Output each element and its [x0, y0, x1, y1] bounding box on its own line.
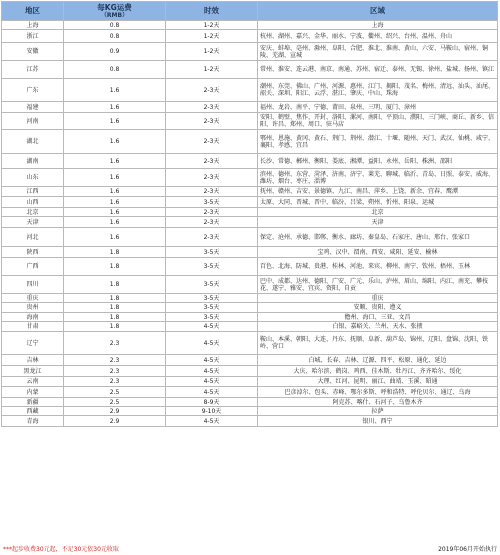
cell-area: 山西: [2, 197, 64, 208]
cell-region: 安阳、鹤壁、焦作、开封、洛阳、漯河、南阳、平顶山、濮阳、三门峡、商丘、新乡、信阳、许昌、郑州、周口、驻马店: [258, 113, 498, 130]
cell-price: 1.6: [64, 169, 166, 187]
cell-price: 1.6: [64, 228, 166, 247]
table-row: [2, 43, 498, 61]
cell-time: 4-5天: [166, 322, 258, 332]
cell-area: 辽宁: [2, 332, 64, 355]
cell-area: 黑龙江: [2, 366, 64, 377]
table-row: [2, 294, 498, 303]
cell-region: 重庆: [258, 294, 498, 303]
cell-region: 儋州、海口、三亚、文昌: [258, 313, 498, 322]
cell-area: 北京: [2, 208, 64, 217]
cell-price: 1.8: [64, 276, 166, 294]
cell-region: 福州、龙岩、南平、宁德、莆田、泉州、三明、厦门、漳州: [258, 102, 498, 113]
table-row: [2, 387, 498, 398]
table-row: [2, 113, 498, 130]
cell-area: 青海: [2, 416, 64, 427]
cell-price: 1.6: [64, 217, 166, 228]
cell-price: 1.8: [64, 258, 166, 276]
cell-region: 滨州、德州、东营、菏泽、济南、济宁、莱芜、聊城、临沂、青岛、日照、泰安、威海、潍坊、烟台、枣庄、淄博: [258, 169, 498, 187]
header-region: 区域: [258, 2, 498, 21]
cell-region: 常州、淮安、连云港、南京、南通、苏州、宿迁、泰州、无锡、徐州、盐城、扬州、镇江: [258, 61, 498, 79]
cell-region: 巴中、成都、达州、德阳、广安、广元、乐山、泸州、眉山、绵阳、内江、南充、攀枝花、遂宁、雅安、宜宾、资阳、自贡: [258, 276, 498, 294]
cell-region: 白城、长春、吉林、辽源、四平、松原、通化、延边: [258, 355, 498, 366]
cell-price: 0.8: [64, 30, 166, 43]
cell-time: 1-2天: [166, 61, 258, 79]
cell-time: 2-3天: [166, 102, 258, 113]
table-row: [2, 130, 498, 154]
cell-price: 2.5: [64, 398, 166, 407]
table-row: [2, 21, 498, 30]
table-row: [2, 187, 498, 197]
cell-region: 拉萨: [258, 407, 498, 416]
minimum-charge-note: ***起步收费30元起，不足30元依30元收取: [3, 546, 119, 553]
cell-time: 2-3天: [166, 228, 258, 247]
cell-area: 贵州: [2, 303, 64, 313]
cell-area: 内蒙: [2, 387, 64, 398]
cell-price: 1.6: [64, 130, 166, 154]
effective-date: 2019年06月开始执行: [438, 546, 497, 553]
header-area: 地区: [2, 2, 64, 21]
cell-region: 潮州、东莞、佛山、广州、河源、惠州、江门、揭阳、茂名、梅州、清远、汕头、汕尾、韶关、深圳、阳江、云浮、湛江、肇庆、中山、珠海: [258, 79, 498, 102]
cell-price: 2.3: [64, 332, 166, 355]
cell-time: 4-5天: [166, 355, 258, 366]
cell-region: 阿克苏、喀什、石河子、乌鲁木齐: [258, 398, 498, 407]
cell-region: 鞍山、本溪、朝阳、大连、丹东、抚顺、阜新、葫芦岛、锦州、辽阳、盘锦、沈阳、铁岭、营口: [258, 332, 498, 355]
cell-area: 西藏: [2, 407, 64, 416]
table-header-row: [2, 2, 498, 21]
cell-region: 鄂州、恩施、黄冈、黄石、荆门、荆州、潜江、十堰、随州、天门、武汉、仙桃、咸宁、襄阳、孝感、宜昌: [258, 130, 498, 154]
cell-time: 3-5天: [166, 313, 258, 322]
table-row: [2, 377, 498, 387]
cell-region: 银川、西宁: [258, 416, 498, 427]
cell-region: 宝鸡、汉中、渭南、西安、咸阳、延安、榆林: [258, 247, 498, 258]
cell-area: 广西: [2, 258, 64, 276]
cell-time: 3-5天: [166, 197, 258, 208]
cell-price: 2.5: [64, 387, 166, 398]
cell-time: 4-5天: [166, 377, 258, 387]
cell-area: 天津: [2, 217, 64, 228]
cell-area: 四川: [2, 276, 64, 294]
cell-region: 白银、嘉峪关、兰州、天水、张掖: [258, 322, 498, 332]
cell-price: 2.3: [64, 377, 166, 387]
table-row: [2, 407, 498, 416]
cell-region: 杭州、湖州、嘉兴、金华、丽水、宁波、衢州、绍兴、台州、温州、舟山: [258, 30, 498, 43]
cell-price: 1.8: [64, 322, 166, 332]
table-row: [2, 30, 498, 43]
cell-price: 2.3: [64, 366, 166, 377]
cell-price: 1.8: [64, 313, 166, 322]
cell-region: 安顺、贵阳、遵义: [258, 303, 498, 313]
cell-area: 湖北: [2, 130, 64, 154]
cell-area: 云南: [2, 377, 64, 387]
cell-area: 重庆: [2, 294, 64, 303]
cell-time: 2-3天: [166, 187, 258, 197]
header-time: 时效: [166, 2, 258, 21]
cell-area: 吉林: [2, 355, 64, 366]
cell-time: 2-3天: [166, 217, 258, 228]
header-price-label: 每KG运费: [97, 2, 132, 12]
header-price: [64, 2, 166, 21]
table-row: [2, 79, 498, 102]
cell-region: 太原、大同、晋城、晋中、临汾、吕梁、朔州、忻州、阳泉、运城: [258, 197, 498, 208]
cell-time: 4-5天: [166, 416, 258, 427]
freight-rate-sheet: [1, 1, 497, 553]
cell-price: 0.8: [64, 61, 166, 79]
cell-time: 4-5天: [166, 332, 258, 355]
cell-region: 天津: [258, 217, 498, 228]
table-row: [2, 303, 498, 313]
table-row: [2, 169, 498, 187]
table-row: [2, 197, 498, 208]
table-row: [2, 355, 498, 366]
cell-area: 湖南: [2, 154, 64, 169]
table-footer: [3, 545, 499, 554]
table-row: [2, 247, 498, 258]
cell-region: 保定、沧州、承德、邯郸、衡水、廊坊、秦皇岛、石家庄、唐山、邢台、张家口: [258, 228, 498, 247]
cell-area: 山东: [2, 169, 64, 187]
table-body: [2, 21, 498, 427]
cell-region: 大理、红河、昆明、丽江、曲靖、玉溪、昭通: [258, 377, 498, 387]
cell-region: 上海: [258, 21, 498, 30]
cell-time: 2-3天: [166, 79, 258, 102]
cell-area: 江西: [2, 187, 64, 197]
cell-time: 2-3天: [166, 113, 258, 130]
header-price-unit: （RMB）: [100, 11, 129, 19]
cell-region: 长沙、常德、郴州、衡阳、娄底、湘潭、益阳、永州、岳阳、株洲、邵阳: [258, 154, 498, 169]
cell-area: 甘肃: [2, 322, 64, 332]
cell-region: 大庆、哈尔滨、鹤岗、鸡西、佳木斯、牡丹江、齐齐哈尔、绥化: [258, 366, 498, 377]
cell-price: 2.9: [64, 407, 166, 416]
cell-time: 1-2天: [166, 30, 258, 43]
cell-time: 9-10天: [166, 407, 258, 416]
cell-time: 4-5天: [166, 366, 258, 377]
freight-rate-table: [1, 1, 498, 427]
cell-time: 1-2天: [166, 43, 258, 61]
cell-time: 1-2天: [166, 21, 258, 30]
table-row: [2, 228, 498, 247]
cell-price: 1.8: [64, 294, 166, 303]
table-row: [2, 102, 498, 113]
cell-region: 安庆、蚌埠、亳州、滁州、阜阳、合肥、淮北、淮南、黄山、六安、马鞍山、宿州、铜陵、芜湖、宣城: [258, 43, 498, 61]
cell-price: 1.8: [64, 247, 166, 258]
cell-area: 新疆: [2, 398, 64, 407]
cell-price: 0.9: [64, 43, 166, 61]
cell-time: 3-5天: [166, 294, 258, 303]
cell-price: 1.6: [64, 154, 166, 169]
cell-time: 3-5天: [166, 258, 258, 276]
cell-area: 浙江: [2, 30, 64, 43]
cell-region: 巴彦淖尔、包头、赤峰、鄂尔多斯、呼和浩特、呼伦贝尔、通辽、乌海: [258, 387, 498, 398]
cell-price: 1.6: [64, 113, 166, 130]
cell-time: 8-9天: [166, 398, 258, 407]
cell-time: 4-5天: [166, 387, 258, 398]
cell-price: 1.6: [64, 197, 166, 208]
cell-area: 河北: [2, 228, 64, 247]
table-row: [2, 398, 498, 407]
cell-price: 1.6: [64, 187, 166, 197]
table-row: [2, 217, 498, 228]
cell-price: 2.9: [64, 416, 166, 427]
table-row: [2, 332, 498, 355]
cell-price: 1.6: [64, 79, 166, 102]
cell-price: 2.3: [64, 355, 166, 366]
cell-area: 上海: [2, 21, 64, 30]
table-row: [2, 366, 498, 377]
table-row: [2, 313, 498, 322]
cell-time: 2-3天: [166, 169, 258, 187]
cell-area: 安徽: [2, 43, 64, 61]
table-row: [2, 258, 498, 276]
cell-area: 广东: [2, 79, 64, 102]
table-row: [2, 208, 498, 217]
table-row: [2, 61, 498, 79]
cell-time: 2-3天: [166, 208, 258, 217]
cell-price: 1.6: [64, 208, 166, 217]
cell-region: 百色、北海、防城、贵港、桂林、河池、来宾、柳州、南宁、钦州、梧州、玉林: [258, 258, 498, 276]
cell-price: 1.6: [64, 102, 166, 113]
cell-time: 3-5天: [166, 247, 258, 258]
table-row: [2, 322, 498, 332]
cell-price: 1.8: [64, 303, 166, 313]
cell-region: 抚州、赣州、吉安、景德镇、九江、南昌、萍乡、上饶、新余、宜春、鹰潭: [258, 187, 498, 197]
cell-time: 3-5天: [166, 276, 258, 294]
table-row: [2, 416, 498, 427]
cell-time: 3-5天: [166, 303, 258, 313]
cell-area: 海南: [2, 313, 64, 322]
cell-area: 河南: [2, 113, 64, 130]
cell-time: 2-3天: [166, 154, 258, 169]
cell-area: 陕西: [2, 247, 64, 258]
cell-region: 北京: [258, 208, 498, 217]
cell-time: 2-3天: [166, 130, 258, 154]
cell-price: 0.8: [64, 21, 166, 30]
cell-area: 福建: [2, 102, 64, 113]
cell-area: 江苏: [2, 61, 64, 79]
table-row: [2, 154, 498, 169]
table-row: [2, 276, 498, 294]
